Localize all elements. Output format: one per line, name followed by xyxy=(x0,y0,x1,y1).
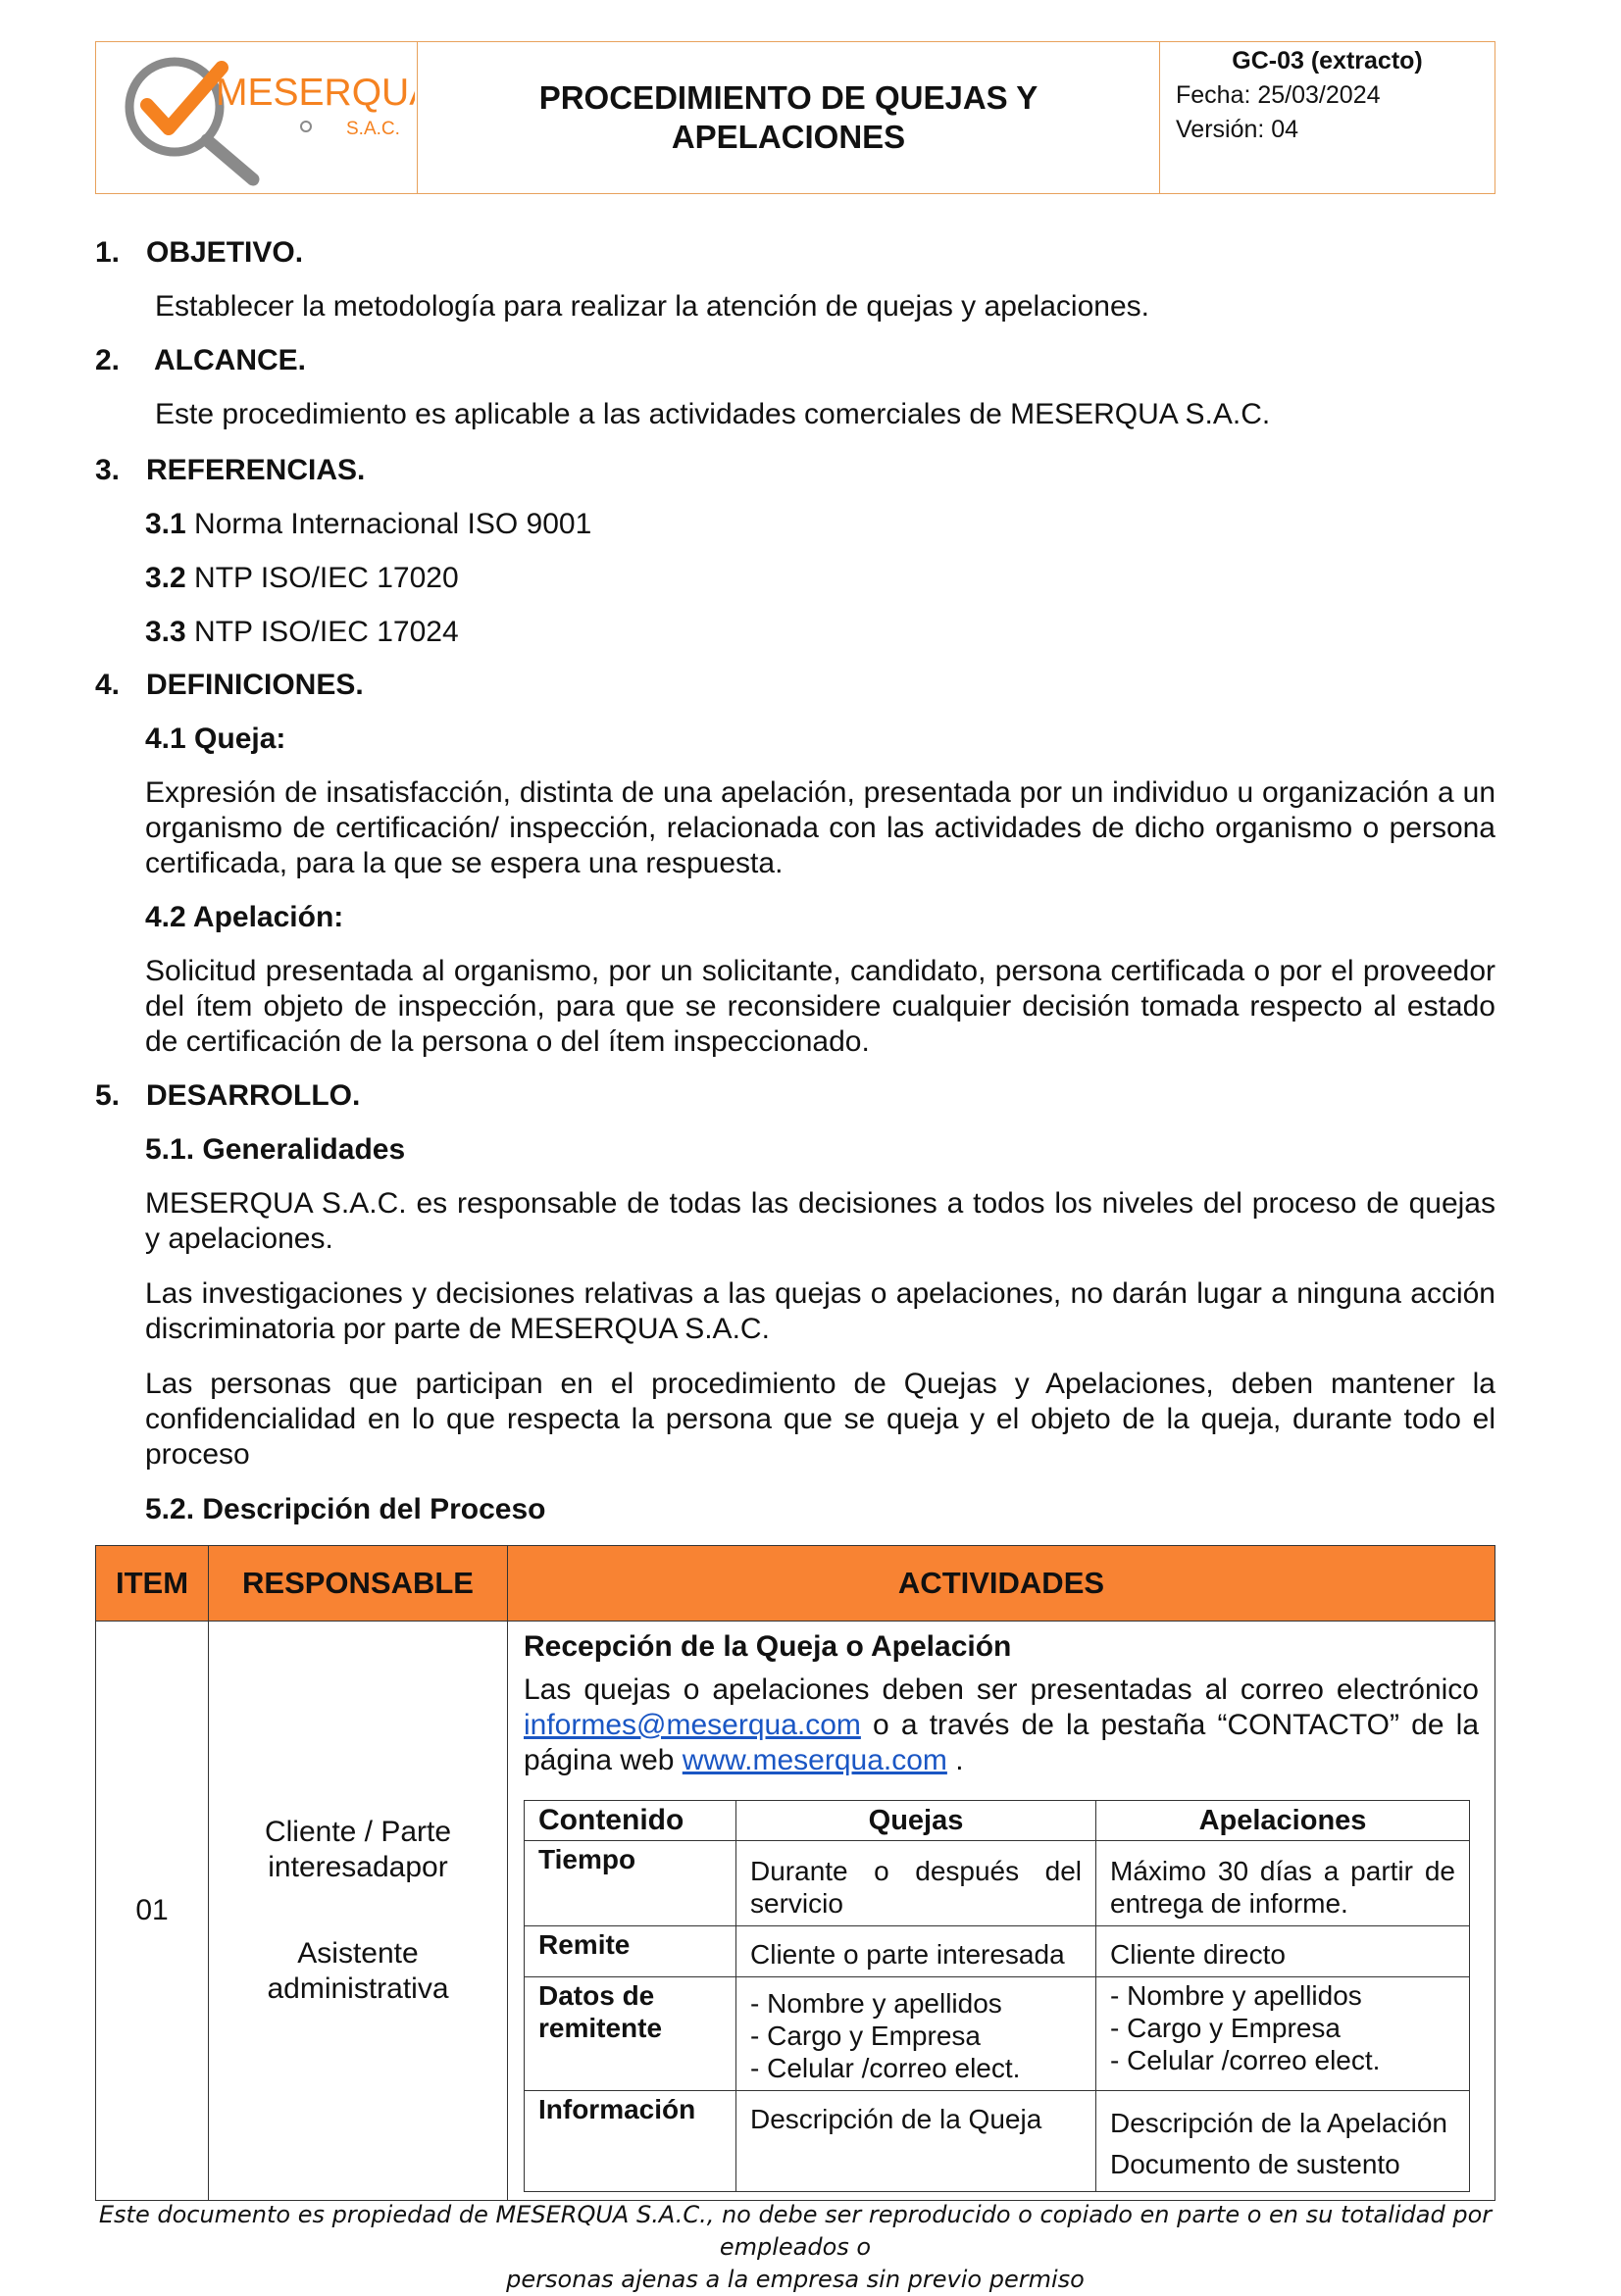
footer-line-2: personas ajenas a la empresa sin previo permiso xyxy=(506,2266,1085,2293)
section-4-heading: 4. DEFINICIONES. xyxy=(95,669,364,701)
definition-queja-text: Expresión de insatisfacción, distinta de una apelación, presentada por un individuo u organización a un organismo de certificación/ inspección, relacionada con las actividades de dicho organismo o persona certificada, para la que se espera una respuesta. xyxy=(145,776,1495,879)
list-item: - Celular /correo elect. xyxy=(750,2052,1082,2084)
generalidades-paragraph: Las investigaciones y decisiones relativas a las quejas o apelaciones, no darán lugar a ninguna acción discriminatoria por parte de MESERQUA S.A.C. xyxy=(145,1277,1495,1345)
table-row xyxy=(525,1926,1470,1977)
magnifier-check-logo-icon xyxy=(96,42,415,193)
item-number: 01 xyxy=(96,1622,209,2201)
col-header-actividades: ACTIVIDADES xyxy=(508,1546,1495,1622)
subtable-header-row xyxy=(525,1801,1470,1841)
apelaciones-value xyxy=(1096,1977,1470,2091)
document-footer xyxy=(95,2199,1495,2296)
generalidades-paragraph: Las personas que participan en el procedimiento de Quejas y Apelaciones, deben mantener la confidencialidad en lo que respecta la persona que se queja y el objeto de la queja, durante todo el proceso xyxy=(145,1368,1495,1471)
responsable-cell xyxy=(209,1622,508,2201)
col-header-responsable: RESPONSABLE xyxy=(209,1546,508,1622)
table-header-row xyxy=(96,1546,1495,1622)
activity-title: Recepción de la Queja o Apelación xyxy=(524,1630,1012,1663)
footer-line-1: Este documento es propiedad de MESERQUA S.A.C., no debe ser reproducido o copiado en parte o en su totalidad por empleados o xyxy=(98,2201,1493,2261)
row-key: Información xyxy=(525,2091,736,2192)
col-header-item: ITEM xyxy=(96,1546,209,1622)
sub-col-apelaciones: Apelaciones xyxy=(1096,1801,1470,1841)
title-line-1: PROCEDIMIENTO DE QUEJAS Y xyxy=(538,79,1038,116)
document-code: GC-03 (extracto) xyxy=(1232,47,1423,75)
generalidades-title: 5.1. Generalidades xyxy=(145,1133,406,1166)
document-header xyxy=(95,41,1495,194)
section-5-heading: 5. DESARROLLO. xyxy=(95,1079,361,1112)
section-1-heading: 1. OBJETIVO. xyxy=(95,236,304,269)
responsable-2: Asistente administrativa xyxy=(267,1937,449,2005)
sub-col-quejas: Quejas xyxy=(736,1801,1096,1841)
document-date: Fecha: 25/03/2024 xyxy=(1176,81,1381,109)
definition-queja-title: 4.1 Queja: xyxy=(145,723,286,755)
definition-apelacion-text: Solicitud presentada al organismo, por un solicitante, candidato, persona certificada o por el proveedor del ítem objeto de inspección, para que se reconsidere cualquier decisión tomada respecto al estado de certificación de la persona o del ítem inspeccionado. xyxy=(145,955,1495,1058)
section-2-heading: 2. ALCANCE. xyxy=(95,344,306,376)
actividades-cell xyxy=(508,1622,1495,2201)
quejas-value xyxy=(736,1977,1096,2091)
logo-suffix: S.A.C. xyxy=(346,119,400,139)
list-item: - Cargo y Empresa xyxy=(750,2020,1082,2052)
apelaciones-value: Máximo 30 días a partir de entrega de informe. xyxy=(1096,1841,1470,1926)
table-row xyxy=(525,2091,1470,2192)
company-logo xyxy=(96,42,418,193)
quejas-value: Descripción de la Queja xyxy=(736,2091,1096,2192)
table-row xyxy=(525,1841,1470,1926)
list-item: - Celular /correo elect. xyxy=(1110,2044,1455,2076)
table-row xyxy=(96,1622,1495,2201)
generalidades-paragraph: MESERQUA S.A.C. es responsable de todas las decisiones a todos los niveles del proceso de quejas y apelaciones. xyxy=(145,1187,1495,1255)
apelaciones-value: Cliente directo xyxy=(1096,1926,1470,1977)
responsable-1: Cliente / Parte interesadapor xyxy=(264,1816,452,1883)
requirements-subtable xyxy=(524,1800,1470,2192)
list-item: - Cargo y Empresa xyxy=(1110,2012,1455,2044)
document-meta xyxy=(1160,42,1494,193)
document-version: Versión: 04 xyxy=(1176,116,1299,143)
list-item: - Nombre y apellidos xyxy=(750,1987,1082,2020)
table-row xyxy=(525,1977,1470,2091)
definition-apelacion-title: 4.2 Apelación: xyxy=(145,901,344,933)
descripcion-proceso-title: 5.2. Descripción del Proceso xyxy=(145,1493,546,1525)
section-1-text: Establecer la metodología para realizar la atención de quejas y apelaciones. xyxy=(155,290,1149,323)
document-title xyxy=(418,42,1160,193)
apelaciones-value: Descripción de la Apelación Documento de sustento xyxy=(1096,2091,1470,2192)
quejas-value: Durante o después del servicio xyxy=(736,1841,1096,1926)
activity-text: Las quejas o apelaciones deben ser presentadas al correo electrónico informes@meserqua.com o a través de la pestaña “CONTACTO” de la página web www.meserqua.com . xyxy=(524,1673,1479,1776)
title-line-2: APELACIONES xyxy=(671,119,906,155)
website-link[interactable]: www.meserqua.com xyxy=(682,1744,947,1776)
sub-col-contenido: Contenido xyxy=(525,1801,736,1841)
logo-wordmark: MESERQUA xyxy=(216,72,415,114)
reference-item: 3.2 NTP ISO/IEC 17020 xyxy=(145,562,459,594)
email-link[interactable]: informes@meserqua.com xyxy=(524,1709,861,1741)
reference-item: 3.1 Norma Internacional ISO 9001 xyxy=(145,508,592,540)
reference-item: 3.3 NTP ISO/IEC 17024 xyxy=(145,616,459,648)
section-2-text: Este procedimiento es aplicable a las actividades comerciales de MESERQUA S.A.C. xyxy=(155,398,1271,430)
row-key: Datos de remitente xyxy=(525,1977,736,2091)
row-key: Tiempo xyxy=(525,1841,736,1926)
quejas-value: Cliente o parte interesada xyxy=(736,1926,1096,1977)
list-item: - Nombre y apellidos xyxy=(1110,1979,1455,2012)
process-table xyxy=(95,1545,1495,2201)
section-3-heading: 3. REFERENCIAS. xyxy=(95,454,366,486)
row-key: Remite xyxy=(525,1926,736,1977)
